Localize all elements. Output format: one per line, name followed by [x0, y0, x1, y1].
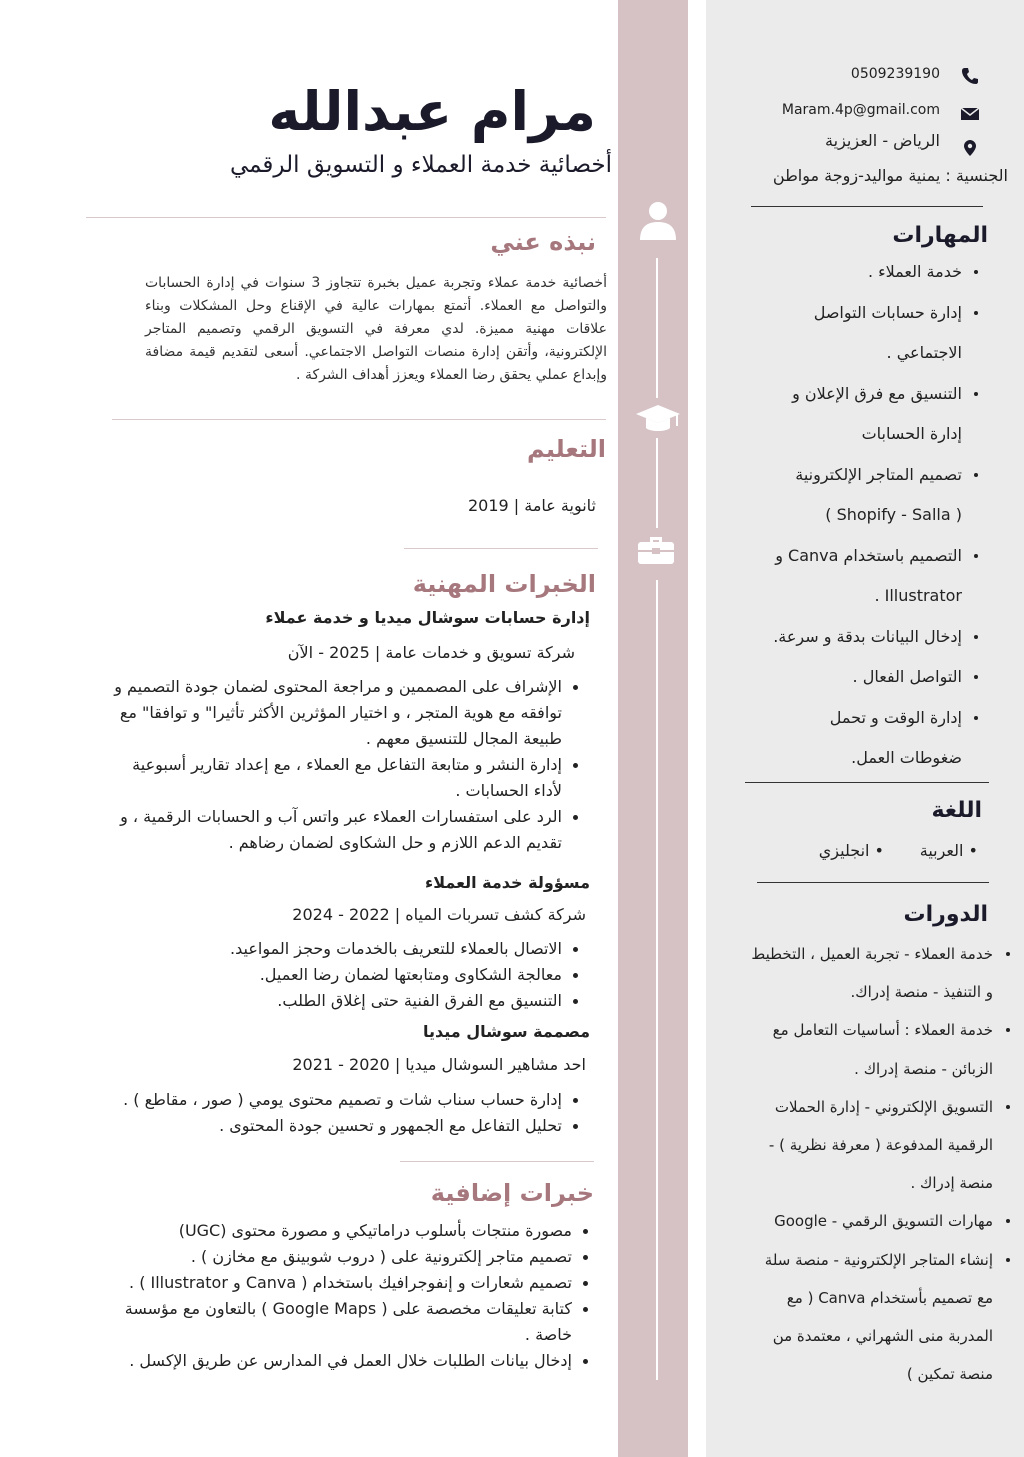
- job-bullet-line: إدارة النشر و متابعة التفاعل مع العملاء ، مع إعداد تقارير أسبوعية: [132, 755, 562, 774]
- skill-item: [706, 252, 976, 293]
- skill-item: [706, 698, 976, 779]
- about-text: أخصائية خدمة عملاء وتجربة عميل بخبرة تتجاوز 3 سنوات في إدارة الحسابات والتواصل مع العملاء. أتمتع بمهارات عالية في الإقناع وحل المشكلات وبناء علاقات مهنية مميزة. لدي معرفة في التسويق الرقمي وتصميم المتاجر الإلكترونية، وأتقن إدارة منصات التواصل الاجتماعي. أسعى لتقديم قيمة مضافة وإبداع عملي يحقق رضا العملاء ويعزز أهداف الشركة .: [145, 275, 607, 383]
- nationality: الجنسية : يمنية مواليد-زوجة مواطن: [772, 166, 1008, 185]
- extra-title: خبرات إضافية: [430, 1179, 594, 1207]
- skill-item-line: التنسيق مع فرق الإعلان و: [792, 383, 962, 403]
- job-role: مسؤولة خدمة العملاء: [425, 873, 590, 892]
- skill-item: [706, 374, 976, 455]
- education-title: التعليم: [527, 435, 606, 463]
- job-bullet-line: توافقه مع هوية المتجر ، و اختيار المؤثرين الأكثر تأثيرا" و توافقا" مع: [119, 703, 562, 722]
- course-item: [710, 1202, 1010, 1240]
- job-bullet-line: التنسيق مع الفرق الفنية حتى إغلاق الطلب.: [277, 991, 562, 1010]
- job-bullet: [230, 962, 582, 988]
- extra-bullet-line: تصميم شعارات و إنفوجرافيك باستخدام ( Canva و Illustrator ) .: [129, 1273, 572, 1292]
- extra-bullet-line: إدخال بيانات الطلبات خلال العمل في المدارس عن طريق الإكسل .: [129, 1351, 572, 1370]
- divider: [745, 782, 989, 783]
- skill-item-line: ضغوطات العمل.: [851, 748, 962, 767]
- person-icon: [636, 198, 680, 242]
- extra-bullet-line: كتابة تعليقات مخصصة على ( Google Maps ) بالتعاون مع مؤسسة: [124, 1299, 572, 1318]
- skill-item: [706, 617, 976, 658]
- divider: [400, 1161, 594, 1162]
- job-bullet: [114, 674, 582, 752]
- skill-item: [706, 293, 976, 374]
- job-bullet-line: معالجة الشكاوى ومتابعتها لضمان رضا العميل.: [259, 965, 562, 984]
- email-address: Maram.4p@gmail.com: [781, 102, 940, 118]
- course-item: [710, 1241, 1010, 1394]
- skill-item-line: إدارة الحسابات: [861, 424, 962, 443]
- extra-bullet: [125, 1218, 592, 1244]
- language-item: • انجليزي: [818, 841, 884, 860]
- languages-title: اللغة: [931, 798, 982, 823]
- experience-title: الخبرات المهنية: [412, 570, 596, 598]
- divider: [757, 882, 989, 883]
- extra-bullet: [125, 1296, 592, 1348]
- course-item-line: التسويق الإلكتروني - إدارة الحملات: [774, 1097, 993, 1116]
- skill-item: [706, 536, 976, 617]
- language-english: انجليزي: [818, 841, 870, 860]
- job-bullets: [123, 1087, 582, 1139]
- timeline-line: [656, 580, 658, 1380]
- job-bullet-line: الرد على استفسارات العملاء عبر واتس آب و الحسابات الرقمية ، و: [120, 807, 562, 826]
- course-item-line: المدربة منى الشهراني ، معتمدة من: [772, 1327, 993, 1346]
- skill-item-line: إدخال البيانات بدقة و سرعة.: [773, 626, 962, 646]
- job-bullet-line: الإشراف على المصممين و مراجعة المحتوى لضمان جودة التصميم و: [114, 677, 562, 696]
- skills-title: المهارات: [892, 223, 988, 248]
- course-item-line: إنشاء المتاجر الإلكترونية - منصة سلة: [764, 1250, 993, 1269]
- course-item-line: خدمة العملاء - تجربة العميل ، التخطيط: [751, 945, 993, 963]
- education-entry: ثانوية عامة | 2019: [467, 496, 596, 515]
- skill-item-line: خدمة العملاء .: [867, 262, 962, 281]
- course-item: [710, 935, 1010, 1011]
- job-bullet-line: الاتصال بالعملاء للتعريف بالخدمات وحجز المواعيد.: [230, 939, 562, 958]
- divider: [404, 548, 598, 549]
- skill-item-line: إدارة حسابات التواصل: [813, 302, 962, 322]
- course-item-line: مع تصميم بأستخدام Canva ( مع: [786, 1288, 993, 1307]
- phone-icon: [960, 66, 980, 86]
- language-arabic: العربية: [919, 841, 964, 860]
- job-bullet-line: تقديم الدعم اللازم و حل الشكاوى لضمان رضاهم .: [228, 833, 562, 852]
- about-title: نبذه عني: [490, 228, 596, 256]
- course-item-line: خدمة العملاء : أساسيات التعامل مع: [772, 1021, 993, 1040]
- timeline-line: [656, 258, 658, 398]
- skill-item: [706, 657, 976, 698]
- skill-item-line: تصميم المتاجر الإلكترونية: [795, 464, 962, 484]
- skill-item-line: التصميم باستخدام Canva و: [775, 545, 962, 565]
- course-item-line: منصة تمكين ): [906, 1365, 993, 1384]
- person-name: مرام عبدالله: [268, 80, 596, 143]
- job-bullet: [114, 804, 582, 856]
- courses-title: الدورات: [903, 902, 988, 927]
- job-company: شركة كشف تسربات المياه | 2022 - 2024: [292, 905, 586, 924]
- divider: [86, 217, 606, 218]
- skill-item-line: إدارة الوقت و تحمل: [829, 707, 962, 727]
- job-bullet-line: إدارة حساب سناب شات و تصميم محتوى يومي ( صور ، مقاطع ) .: [123, 1090, 562, 1109]
- skill-item: [706, 455, 976, 536]
- job-bullet-line: لأداء الحسابات .: [455, 781, 562, 800]
- job-title: أخصائية خدمة العملاء و التسويق الرقمي: [229, 152, 612, 178]
- job-role: مصممة سوشال ميديا: [422, 1022, 590, 1041]
- timeline-line: [656, 438, 658, 528]
- course-item-line: الرقمية المدفوعة ( معرفة نظرية ) -: [768, 1136, 993, 1155]
- job-bullets: [114, 674, 582, 856]
- location-pin-icon: [960, 138, 980, 158]
- phone-number: 0509239190: [850, 66, 940, 82]
- extra-bullet: [125, 1348, 592, 1374]
- course-item-line: منصة إدراك .: [910, 1174, 993, 1193]
- skill-item-line: ( Shopify - Salla ): [825, 505, 962, 524]
- course-item: [710, 1011, 1010, 1087]
- job-bullet: [123, 1087, 582, 1113]
- skill-item-line: الاجتماعي .: [886, 343, 962, 362]
- skill-item-line: Illustrator .: [874, 586, 962, 605]
- job-role: إدارة حسابات سوشال ميديا و خدمة عملاء: [265, 608, 590, 627]
- location: الرياض - العزيزية: [825, 131, 940, 150]
- extra-bullet-line: مصورة منتجات بأسلوب دراماتيكي و مصورة محتوى (UGC): [178, 1221, 572, 1240]
- job-bullet-line: تحليل التفاعل مع الجمهور و تحسين جودة المحتوى .: [219, 1116, 562, 1135]
- skill-item-line: التواصل الفعال .: [852, 667, 962, 686]
- course-item-line: و التنفيذ - منصة إدراك.: [850, 983, 993, 1002]
- divider: [112, 419, 606, 420]
- courses-list: [710, 935, 1010, 1393]
- job-bullet: [114, 752, 582, 804]
- job-company: احد مشاهير السوشال ميديا | 2020 - 2021: [292, 1055, 586, 1074]
- job-bullet: [230, 988, 582, 1014]
- job-bullets: [230, 936, 582, 1014]
- course-item: [710, 1088, 1010, 1203]
- job-bullet: [230, 936, 582, 962]
- skills-list: [706, 252, 976, 779]
- extra-bullet: [125, 1270, 592, 1296]
- extra-bullets: [125, 1218, 592, 1374]
- divider: [751, 206, 983, 207]
- extra-bullet-line: تصميم متاجر إلكترونية على ( دروب شوبينق مع مخازن ) .: [190, 1247, 572, 1266]
- email-icon: [960, 104, 980, 124]
- language-item: • العربية: [919, 841, 978, 860]
- extra-bullet-line: خاصة .: [524, 1325, 572, 1344]
- job-bullet: [123, 1113, 582, 1139]
- course-item-line: الزبائن - منصة إدراك .: [854, 1059, 993, 1078]
- job-company: شركة تسويق و خدمات عامة | 2025 - الآن: [287, 643, 575, 662]
- extra-bullet: [125, 1244, 592, 1270]
- course-item-line: مهارات التسويق الرقمي - Google: [774, 1212, 993, 1231]
- job-bullet-line: طبيعة المجال للتنسيق معهم .: [365, 729, 562, 748]
- graduation-cap-icon: [634, 402, 682, 436]
- briefcase-icon: [636, 532, 676, 566]
